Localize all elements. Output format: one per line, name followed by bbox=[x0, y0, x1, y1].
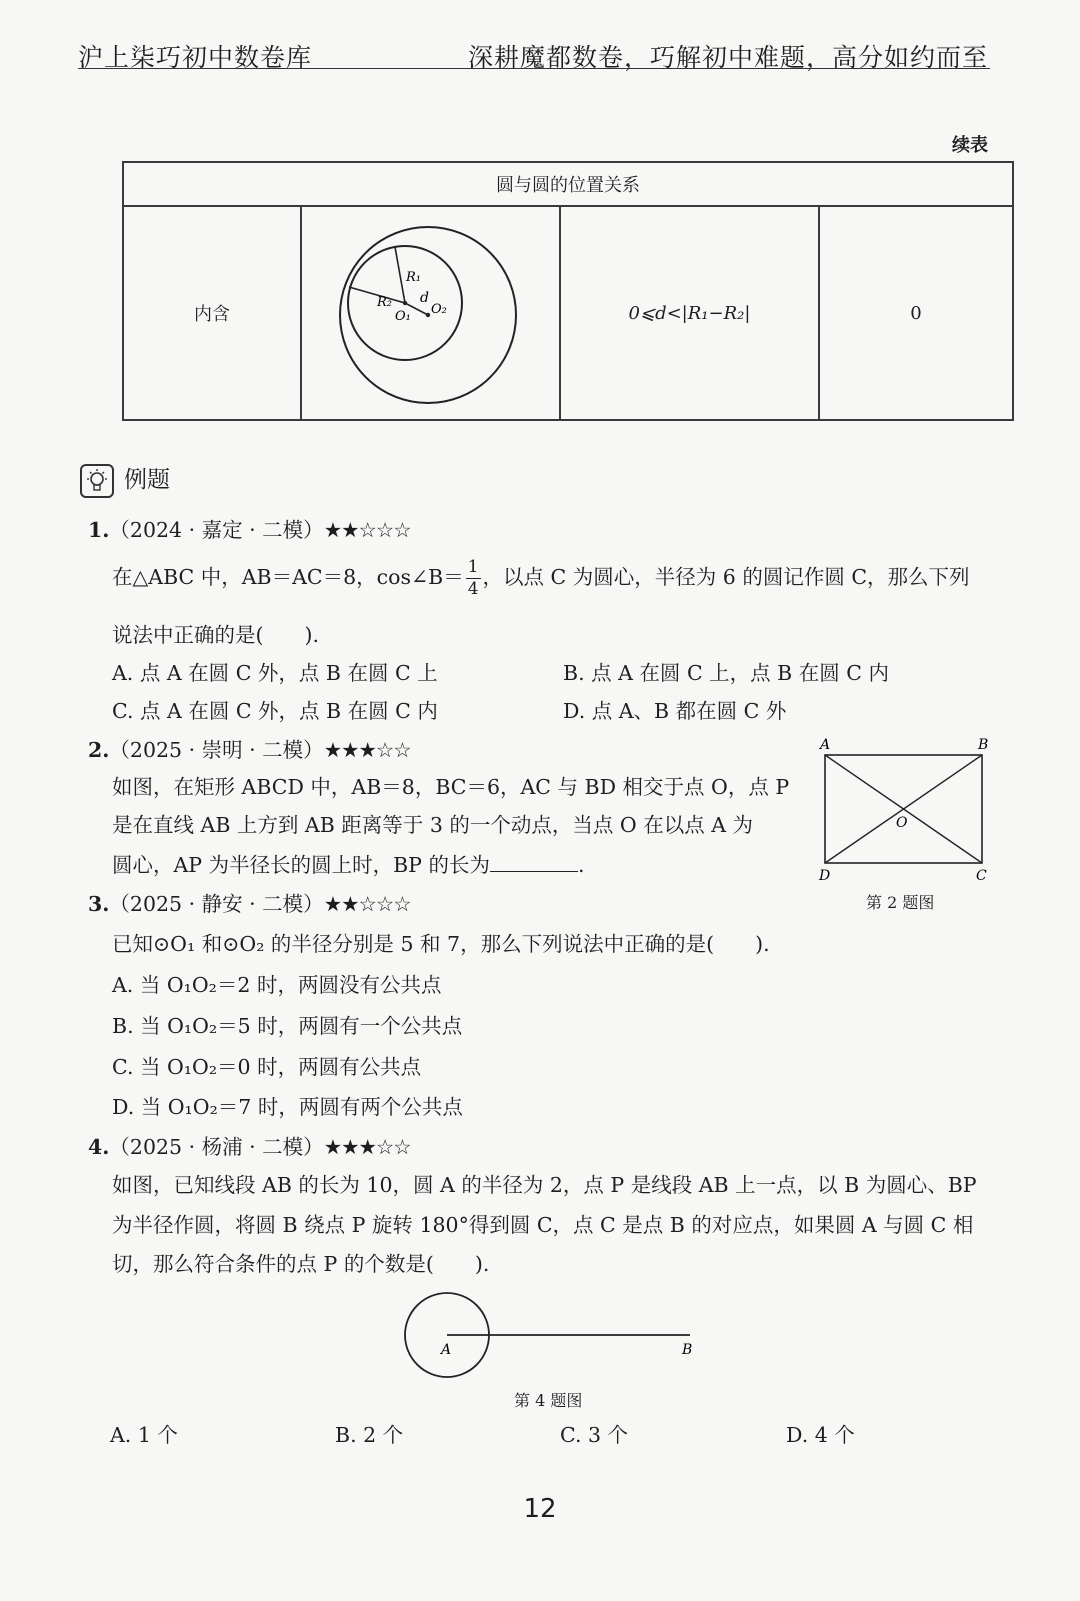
q2-source: （2025 · 崇明 · 二模） bbox=[109, 738, 324, 762]
center-o1-dot bbox=[403, 301, 407, 305]
q2-stars: ★★★☆☆ bbox=[323, 738, 411, 762]
header-right-slogan: 深耕魔都数卷，巧解初中难题，高分如约而至 bbox=[467, 43, 988, 72]
q3-option-b: B. 当 O₁O₂＝5 时，两圆有一个公共点 bbox=[112, 1014, 463, 1038]
q1-number: 1. bbox=[88, 518, 110, 542]
q1-fraction bbox=[466, 559, 481, 598]
label-r1: R₁ bbox=[406, 270, 421, 285]
label-b: B bbox=[682, 1342, 693, 1358]
label-o1: O₁ bbox=[395, 309, 411, 324]
q4-figure-caption: 第 4 题图 bbox=[514, 1391, 583, 1410]
header-left-title: 沪上柒巧初中数卷库 bbox=[78, 43, 313, 72]
q1-text-a: 在△ABC 中，AB＝AC＝8，cos∠B＝ bbox=[112, 565, 464, 589]
label-d: D bbox=[819, 868, 831, 884]
label-a: A bbox=[441, 1342, 452, 1358]
q2-stem-line2: 是在直线 AB 上方到 AB 距离等于 3 的一个动点，当点 O 在以点 A 为 bbox=[112, 813, 754, 837]
q4-option-b: B. 2 个 bbox=[335, 1423, 404, 1447]
q4-stem-line3: 切，那么符合条件的点 P 的个数是( ). bbox=[112, 1252, 490, 1276]
label-b: B bbox=[978, 737, 989, 753]
internal-circles-figure bbox=[302, 207, 559, 419]
q1-frac-den: 4 bbox=[467, 579, 479, 599]
label-d: d bbox=[420, 290, 429, 306]
q3-stem: 已知⊙O₁ 和⊙O₂ 的半径分别是 5 和 7，那么下列说法中正确的是( ). bbox=[112, 932, 770, 956]
q1-frac-num: 1 bbox=[467, 557, 479, 577]
label-r2: R₂ bbox=[377, 295, 392, 310]
q3-stars: ★★☆☆☆ bbox=[323, 892, 411, 916]
lightbulb-icon bbox=[80, 464, 114, 498]
q1-stem-line1 bbox=[112, 559, 970, 598]
q2-rectangle-figure bbox=[810, 733, 1000, 888]
header-rule bbox=[78, 68, 990, 69]
table-cell-common-points: 0 bbox=[819, 206, 1013, 420]
q4-option-a: A. 1 个 bbox=[110, 1423, 178, 1447]
section-heading bbox=[80, 461, 170, 498]
q2-stem-line1: 如图，在矩形 ABCD 中，AB＝8，BC＝6，AC 与 BD 相交于点 O，点 P bbox=[112, 775, 790, 799]
radius-r1-line bbox=[395, 247, 405, 303]
q1-header bbox=[88, 520, 411, 541]
label-c: C bbox=[976, 868, 987, 884]
q2-line3-text: 圆心，AP 为半径长的圆上时，BP 的长为 bbox=[112, 853, 490, 877]
q2-figure-caption: 第 2 题图 bbox=[866, 893, 935, 912]
circle-relation-table bbox=[122, 161, 1014, 421]
q2-line3-end: . bbox=[578, 853, 585, 877]
q4-stem-line1: 如图，已知线段 AB 的长为 10，圆 A 的半径为 2，点 P 是线段 AB 上一点，以 B 为圆心、BP bbox=[112, 1173, 977, 1197]
q1-option-d: D. 点 A、B 都在圆 C 外 bbox=[563, 699, 787, 723]
q1-option-c: C. 点 A 在圆 C 外，点 B 在圆 C 内 bbox=[112, 699, 438, 723]
table-cell-relation-name: 内含 bbox=[123, 206, 301, 420]
q3-number: 3. bbox=[88, 892, 110, 916]
continued-label: 续表 bbox=[952, 135, 988, 156]
q4-segment-figure bbox=[395, 1290, 705, 1390]
q4-option-d: D. 4 个 bbox=[786, 1423, 855, 1447]
label-a: A bbox=[820, 737, 831, 753]
q1-stem-line2: 说法中正确的是( ). bbox=[112, 623, 320, 647]
center-o2-dot bbox=[426, 313, 430, 317]
q1-source: （2024 · 嘉定 · 二模） bbox=[109, 518, 324, 542]
section-title: 例题 bbox=[124, 467, 170, 493]
q1-option-a: A. 点 A 在圆 C 外，点 B 在圆 C 上 bbox=[112, 661, 438, 685]
q2-number: 2. bbox=[88, 738, 110, 762]
label-o2: O₂ bbox=[431, 302, 447, 317]
q1-text-b: ，以点 C 为圆心，半径为 6 的圆记作圆 C，那么下列 bbox=[482, 565, 970, 589]
q4-stars: ★★★☆☆ bbox=[323, 1135, 411, 1159]
q1-option-b: B. 点 A 在圆 C 上，点 B 在圆 C 内 bbox=[563, 661, 889, 685]
q1-stars: ★★☆☆☆ bbox=[323, 518, 411, 542]
page-number: 12 bbox=[523, 1494, 557, 1524]
q4-option-c: C. 3 个 bbox=[560, 1423, 629, 1447]
q3-option-a: A. 当 O₁O₂＝2 时，两圆没有公共点 bbox=[112, 973, 442, 997]
q4-header bbox=[88, 1137, 411, 1158]
label-o: O bbox=[896, 815, 908, 831]
q3-header bbox=[88, 894, 411, 915]
q3-option-d: D. 当 O₁O₂＝7 时，两圆有两个公共点 bbox=[112, 1095, 463, 1119]
q4-stem-line2: 为半径作圆，将圆 B 绕点 P 旋转 180°得到圆 C，点 C 是点 B 的对应点，如果圆 A 与圆 C 相 bbox=[112, 1213, 974, 1237]
q4-number: 4. bbox=[88, 1135, 110, 1159]
table-title: 圆与圆的位置关系 bbox=[123, 162, 1013, 206]
table-cell-condition: 0⩽d<|R₁−R₂| bbox=[560, 206, 819, 420]
q2-stem-line3 bbox=[112, 853, 585, 876]
q3-source: （2025 · 静安 · 二模） bbox=[109, 892, 324, 916]
table-cell-figure bbox=[301, 206, 560, 420]
q2-answer-blank bbox=[490, 853, 578, 872]
q3-option-c: C. 当 O₁O₂＝0 时，两圆有公共点 bbox=[112, 1055, 422, 1079]
q4-source: （2025 · 杨浦 · 二模） bbox=[109, 1135, 324, 1159]
q2-header bbox=[88, 740, 411, 761]
